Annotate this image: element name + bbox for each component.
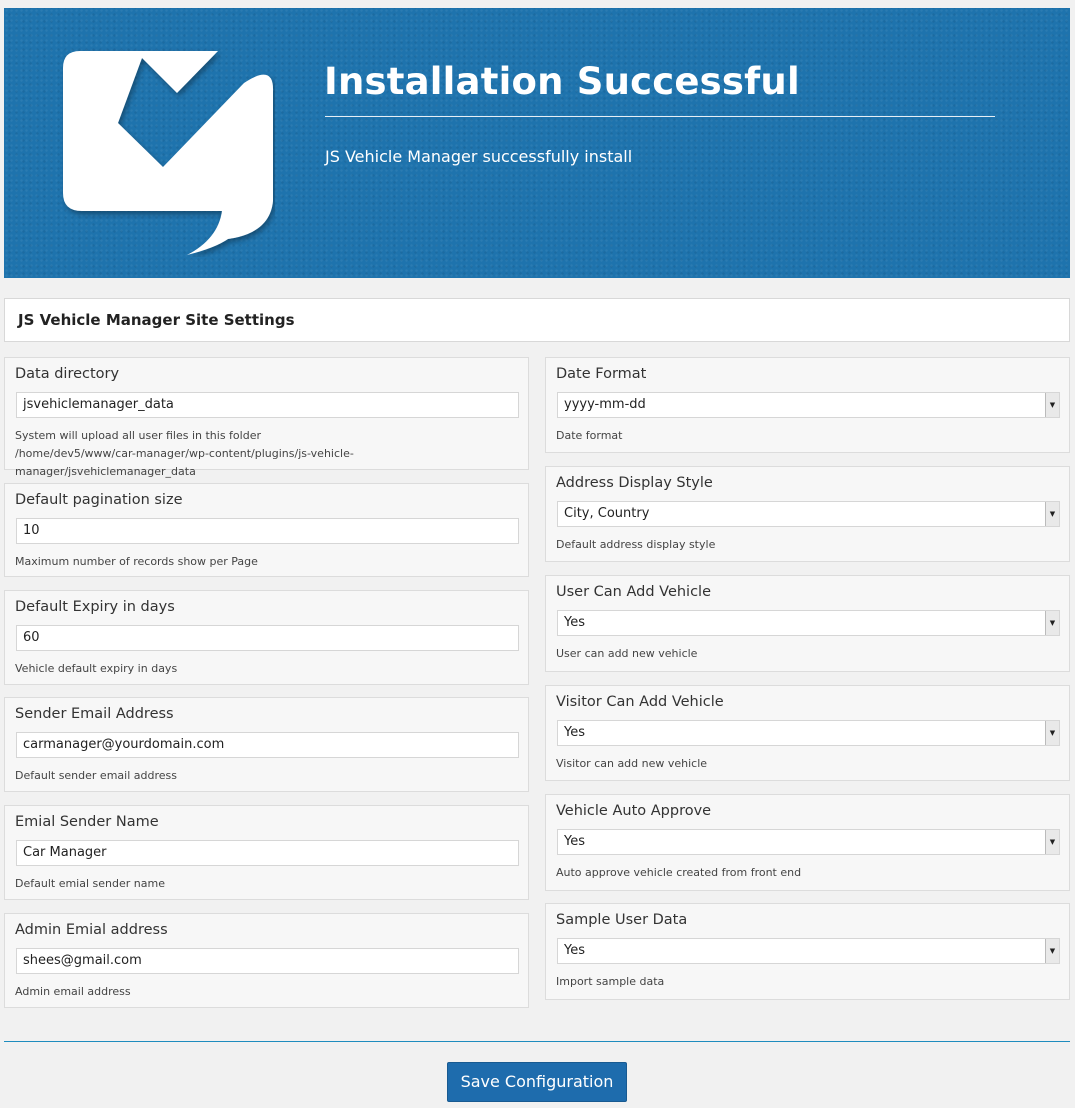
date-format-select[interactable] xyxy=(557,392,1060,418)
success-banner xyxy=(4,8,1070,278)
data-directory-input[interactable]: jsvehiclemanager_data xyxy=(16,392,519,418)
setting-data-directory xyxy=(4,357,529,478)
dropdown-arrow-icon[interactable]: ▼ xyxy=(1045,611,1059,635)
dropdown-arrow-icon[interactable]: ▼ xyxy=(1045,830,1059,854)
setting-help-text: User can add new vehicle xyxy=(556,647,698,660)
select-value: Yes xyxy=(564,615,585,630)
auto-approve-select[interactable] xyxy=(557,829,1060,855)
setting-label: Data directory xyxy=(15,366,120,382)
setting-label: Address Display Style xyxy=(556,475,713,491)
setting-label: User Can Add Vehicle xyxy=(556,584,712,600)
select-value: Yes xyxy=(564,943,585,958)
setting-label: Default pagination size xyxy=(15,492,183,508)
setting-label: Sample User Data xyxy=(556,912,688,928)
setting-pagination-size xyxy=(4,483,529,577)
setting-label: Sender Email Address xyxy=(15,706,174,722)
pagination-size-input[interactable]: 10 xyxy=(16,518,519,544)
setting-help-text: Maximum number of records show per Page xyxy=(15,555,258,568)
setting-admin-email xyxy=(4,913,529,1008)
user-add-vehicle-select[interactable] xyxy=(557,610,1060,636)
select-value: City, Country xyxy=(564,506,650,521)
setting-help-path: /home/dev5/www/car-manager/wp-content/plugins/js-vehicle-manager/jsvehiclemanager_data xyxy=(15,447,354,478)
setting-help-text: Date format xyxy=(556,429,623,442)
setting-sample-data xyxy=(545,903,1070,1000)
setting-help-text: Vehicle default expiry in days xyxy=(15,662,178,675)
visitor-add-vehicle-select[interactable] xyxy=(557,720,1060,746)
dropdown-arrow-icon[interactable]: ▼ xyxy=(1045,939,1059,963)
setting-help-text: Import sample data xyxy=(556,975,665,988)
setting-help-text: Admin email address xyxy=(15,985,131,998)
save-configuration-button[interactable]: Save Configuration xyxy=(447,1062,627,1102)
setting-user-add-vehicle xyxy=(545,575,1070,672)
sender-email-input[interactable]: carmanager@yourdomain.com xyxy=(16,732,519,758)
dropdown-arrow-icon[interactable]: ▼ xyxy=(1045,721,1059,745)
setting-label: Admin Emial address xyxy=(15,922,168,938)
admin-email-input[interactable]: shees@gmail.com xyxy=(16,948,519,974)
sample-data-select[interactable] xyxy=(557,938,1060,964)
setting-label: Emial Sender Name xyxy=(15,814,159,830)
setting-help-text: Visitor can add new vehicle xyxy=(556,757,708,770)
select-value: Yes xyxy=(564,834,585,849)
setting-help xyxy=(15,427,528,481)
setting-help-text: Default emial sender name xyxy=(15,877,165,890)
sender-name-input[interactable]: Car Manager xyxy=(16,840,519,866)
setting-help-text: System will upload all user files in this folder xyxy=(15,429,261,442)
setting-help-text: Default sender email address xyxy=(15,769,177,782)
select-value: Yes xyxy=(564,725,585,740)
setting-label: Visitor Can Add Vehicle xyxy=(556,694,724,710)
setting-address-style xyxy=(545,466,1070,562)
setting-label: Vehicle Auto Approve xyxy=(556,803,712,819)
setting-label: Date Format xyxy=(556,366,647,382)
setting-sender-email xyxy=(4,697,529,792)
setting-auto-approve xyxy=(545,794,1070,891)
setting-expiry-days xyxy=(4,590,529,685)
footer-divider xyxy=(4,1041,1070,1042)
expiry-days-input[interactable]: 60 xyxy=(16,625,519,651)
address-style-select[interactable] xyxy=(557,501,1060,527)
setting-date-format xyxy=(545,357,1070,453)
banner-title: Installation Successful xyxy=(324,60,800,103)
setting-sender-name xyxy=(4,805,529,900)
setting-help-text: Auto approve vehicle created from front end xyxy=(556,866,802,879)
setting-visitor-add-vehicle xyxy=(545,685,1070,781)
dropdown-arrow-icon[interactable]: ▼ xyxy=(1045,502,1059,526)
dropdown-arrow-icon[interactable]: ▼ xyxy=(1045,393,1059,417)
banner-subtitle: JS Vehicle Manager successfully install xyxy=(325,147,633,166)
setting-label: Default Expiry in days xyxy=(15,599,175,615)
settings-header: JS Vehicle Manager Site Settings xyxy=(4,298,1070,342)
select-value: yyyy-mm-dd xyxy=(564,397,646,412)
checkmark-chat-bubble-icon xyxy=(60,43,275,257)
banner-divider xyxy=(325,116,995,117)
setting-help-text: Default address display style xyxy=(556,538,716,551)
